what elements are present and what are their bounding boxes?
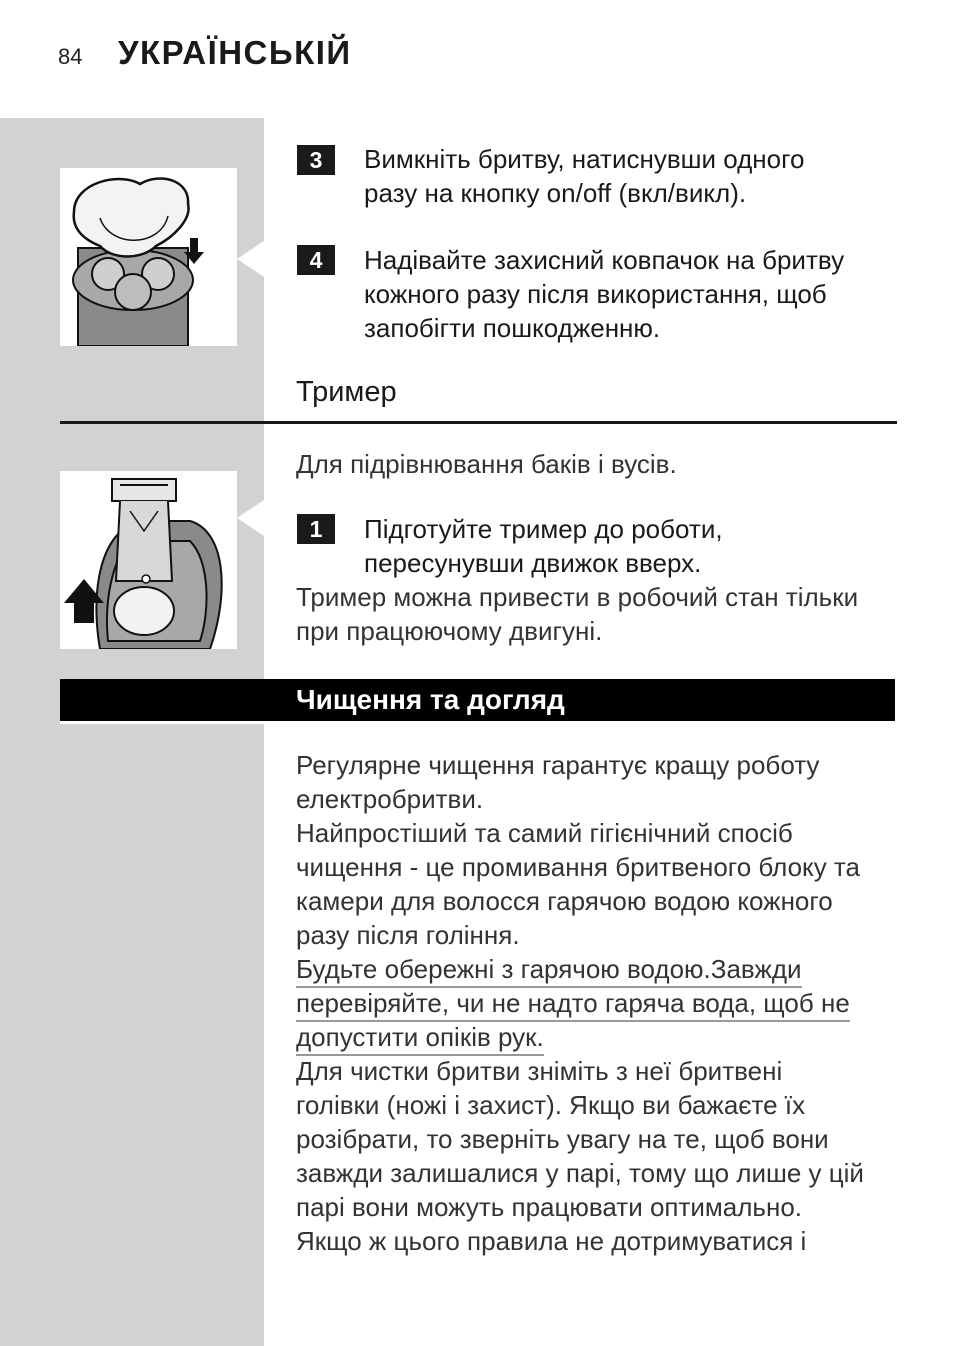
step-3-text <box>364 142 924 210</box>
callout-pointer <box>237 500 264 536</box>
text-line: кожного разу після використання, щоб <box>364 279 827 309</box>
paragraph-1 <box>296 748 896 816</box>
text-line: Найпростіший та самий гігієнічний спосіб <box>296 818 793 848</box>
text-line: камери для волосся гарячою водою кожного <box>296 886 833 916</box>
shaver-cap-drawing <box>60 168 237 346</box>
text-line: при працюючому двигуні. <box>296 616 603 646</box>
warning-line: Будьте обережні з гарячою водою.Завжди <box>296 954 802 988</box>
text-line: Вимкніть бритву, натиснувши одного <box>364 144 805 174</box>
step-number-badge: 3 <box>297 145 335 175</box>
trimmer-heading: Тример <box>296 376 397 408</box>
step-number-badge: 1 <box>297 514 335 544</box>
cleaning-body <box>296 748 896 1258</box>
warning-line: перевіряйте, чи не надто гаряча вода, щоб не <box>296 988 850 1022</box>
step-number-badge: 4 <box>297 245 335 275</box>
warning-paragraph <box>296 952 896 1054</box>
trimmer-drawing <box>60 471 237 649</box>
text-line: електробритви. <box>296 784 484 814</box>
text-line: парі вони можуть працювати оптимально. <box>296 1192 803 1222</box>
text-line: Надівайте захисний ковпачок на бритву <box>364 245 845 275</box>
page-number: 84 <box>58 44 83 69</box>
paragraph-2 <box>296 816 896 952</box>
text-line: Регулярне чищення гарантує кращу роботу <box>296 750 820 780</box>
text-line: завжди залишалися у парі, тому що лише у цій <box>296 1158 864 1188</box>
trimmer-note <box>296 580 896 648</box>
callout-pointer <box>237 241 264 277</box>
text-line: запобігти пошкодженню. <box>364 313 661 343</box>
section-divider <box>60 721 264 724</box>
text-line: чищення - це промивання бритвеного блоку та <box>296 852 861 882</box>
trimmer-step-text <box>364 512 924 580</box>
section-divider <box>60 421 897 424</box>
text-line: Підготуйте тример до роботи, <box>364 514 723 544</box>
trimmer-illustration <box>60 471 237 649</box>
paragraph-3 <box>296 1054 896 1258</box>
trimmer-intro: Для підрівнювання баків і вусів. <box>296 449 677 479</box>
text-line: разу на кнопку on/off (вкл/викл). <box>364 178 747 208</box>
text-line: голівки (ножі і захист). Якщо ви бажаєте їх <box>296 1090 806 1120</box>
text-line: Якщо ж цього правила не дотримуватися і <box>296 1226 807 1256</box>
text-line: Для чистки бритви зніміть з неї бритвені <box>296 1056 783 1086</box>
shaver-cap-illustration <box>60 168 237 346</box>
cleaning-heading: Чищення та догляд <box>296 684 565 715</box>
text-line: розібрати, то зверніть увагу на те, щоб вони <box>296 1124 829 1154</box>
text-line: разу після гоління. <box>296 920 520 950</box>
step-4-text <box>364 243 924 345</box>
warning-line: допустити опіків рук. <box>296 1022 544 1056</box>
text-line: пересунувши движок вверх. <box>364 548 702 578</box>
text-line: Тример можна привести в робочий стан тільки <box>296 582 859 612</box>
page-heading: УКРАЇНСЬКІЙ <box>118 34 352 71</box>
